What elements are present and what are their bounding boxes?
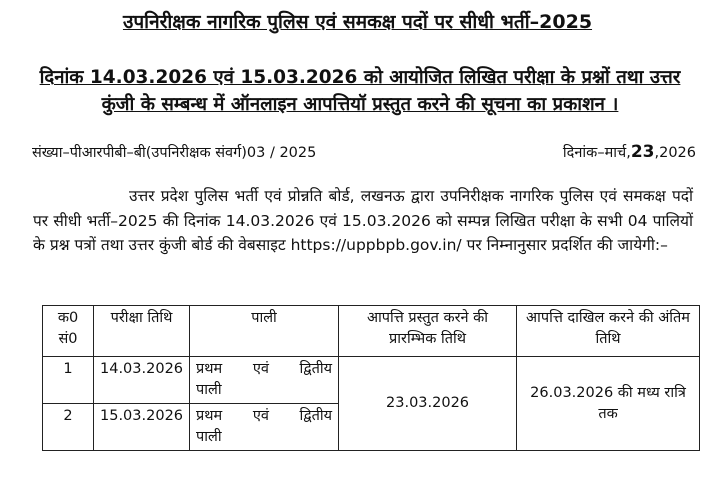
body-paragraph: उत्तर प्रदेश पुलिस भर्ती एवं प्रोन्नति बोर्ड, लखनऊ द्वारा उपनिरीक्षक नागरिक पुलिस एवं समकक्ष पदों पर सीधी भर्ती–2025 की दिनांक 14.03.2026 एवं 15.03.2026 को सम्पन्न लिखित परीक्षा के सभी 04 पालियों के प्रश्न पत्रों तथा उत्तर कुंजी बोर्ड की वेबसाइट https://uppbpb.gov.in/ पर निम्नानुसार प्रदर्शित की जायेगी:–	[33, 187, 693, 254]
cell-shift: प्रथम एवं द्वितीय पाली	[190, 357, 339, 404]
notice-date-day: 23	[630, 142, 655, 162]
cell-objection-end: 26.03.2026 की मध्य रात्रि तक	[517, 357, 700, 451]
notice-date: दिनांक–मार्च,23,2026	[562, 142, 696, 162]
notice-title: उपनिरीक्षक नागरिक पुलिस एवं समकक्ष पदों पर सीधी भर्ती–2025	[122, 11, 593, 33]
header-serial: क0 सं0	[43, 306, 94, 357]
cell-shift: प्रथम एवं द्वितीय पाली	[190, 404, 339, 451]
cell-serial: 1	[43, 357, 94, 404]
header-objection-start: आपत्ति प्रस्तुत करने की प्रारम्भिक तिथि	[339, 306, 517, 357]
schedule-table	[42, 305, 700, 451]
header-exam-date: परीक्षा तिथि	[94, 306, 190, 357]
cell-serial: 2	[43, 404, 94, 451]
cell-exam-date: 15.03.2026	[94, 404, 190, 451]
cell-exam-date: 14.03.2026	[94, 357, 190, 404]
cell-objection-start: 23.03.2026	[339, 357, 517, 451]
table-row	[43, 357, 700, 404]
header-shift: पाली	[190, 306, 339, 357]
header-objection-end: आपत्ति दाखिल करने की अंतिम तिथि	[517, 306, 700, 357]
reference-number: संख्या–पीआरपीबी–बी(उपनिरीक्षक संवर्ग)03 / 2025	[32, 145, 317, 161]
notice-subject: दिनांक 14.03.2026 एवं 15.03.2026 को आयोजित लिखित परीक्षा के प्रश्नों तथा उत्तर कुंजी के सम्बन्ध में ऑनलाइन आपत्तियॉ प्रस्तुत करने की सूचना का प्रकाशन ।	[39, 67, 681, 115]
table-header-row	[43, 306, 700, 357]
